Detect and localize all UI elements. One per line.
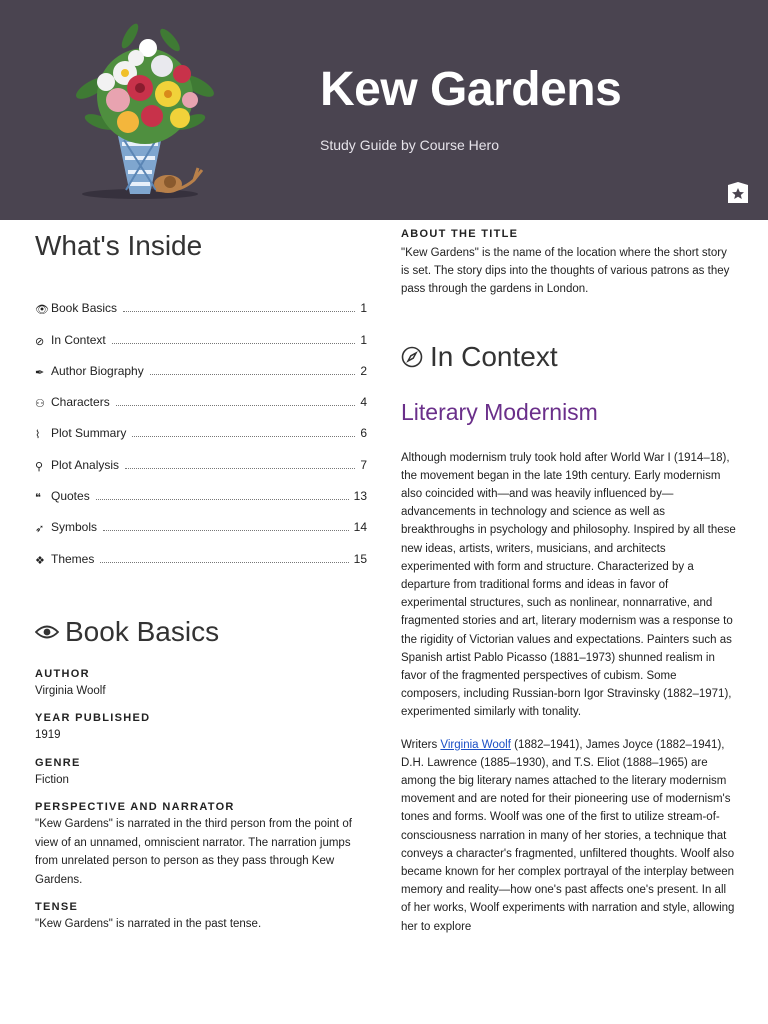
bird-icon: ➶ <box>35 523 45 536</box>
toc-leader-dots <box>103 529 349 531</box>
pen-nib-icon: ✒ <box>35 366 45 379</box>
toc-label: Quotes <box>51 489 90 504</box>
in-context-heading <box>401 337 736 377</box>
toc-label: Plot Analysis <box>51 457 120 472</box>
about-title-text: "Kew Gardens" is the name of the location where the short story is set. The story dips into the thoughts of various patrons as they pass through the gardens in London. <box>401 247 730 296</box>
toc-label: Plot Summary <box>51 426 127 441</box>
compass-icon: ⊘ <box>35 335 45 348</box>
eye-icon: 👁 <box>35 304 49 317</box>
chart-icon: ⌇ <box>35 429 41 442</box>
toc-page-number: 2 <box>360 363 367 378</box>
header-banner <box>0 0 768 220</box>
in-context-title: In Context <box>430 340 558 372</box>
context-paragraph <box>401 736 736 936</box>
toc-item-book-basics[interactable] <box>35 286 367 317</box>
toc-leader-dots <box>125 467 355 469</box>
field-label: GENRE <box>35 756 81 769</box>
field-label: TENSE <box>35 901 79 914</box>
field-value: 1919 <box>35 729 61 742</box>
course-hero-logo-icon <box>727 182 749 204</box>
eye-icon <box>35 625 59 639</box>
toc-item-in-context[interactable] <box>35 317 367 348</box>
toc-leader-dots <box>116 404 356 406</box>
paragraph-text: (1882–1941), James Joyce (1882–1941), D.H. Lawrence (1885–1930), and T.S. Eliot (1888–1965) are among the big literary names attached to the literary modernism movement and are noted for their pioneering use of modernism's tones and forms. Woolf was one of the first to utilize stream-of-consciousness narration in many of her stories, a technique that conveys a character's fragmented, unfiltered thoughts. Woolf also became known for her complex portrayal of the interplay between memory and reality—how one's past affects one's present. In all of her works, Woolf experiments with narration and style, allowing her to explore <box>401 738 735 933</box>
perspective-narrator-field <box>35 801 367 889</box>
flower-bouquet-illustration <box>70 18 220 203</box>
magnifier-icon: ⚲ <box>35 460 44 473</box>
toc-label: Author Biography <box>51 363 144 378</box>
toc-item-plot-analysis[interactable] <box>35 442 367 473</box>
toc-item-author-biography[interactable] <box>35 349 367 380</box>
toc-leader-dots <box>150 373 356 375</box>
author-field <box>35 668 367 701</box>
toc-page-number: 15 <box>353 551 367 566</box>
toc-item-symbols[interactable] <box>35 505 367 536</box>
page-title: Kew Gardens <box>320 63 622 116</box>
toc-leader-dots <box>100 561 348 563</box>
toc-label: In Context <box>51 332 106 347</box>
table-of-contents <box>35 286 367 568</box>
toc-label: Symbols <box>51 520 98 535</box>
compass-icon <box>401 346 423 368</box>
field-label: AUTHOR <box>35 667 90 680</box>
quote-icon: ❝ <box>35 492 41 505</box>
puzzle-icon: ❖ <box>35 554 45 567</box>
year-published-field <box>35 712 367 745</box>
toc-leader-dots <box>96 498 349 500</box>
field-value: Fiction <box>35 773 69 786</box>
toc-item-themes[interactable] <box>35 536 367 567</box>
whats-inside-heading: What's Inside <box>35 230 203 261</box>
toc-page-number: 13 <box>353 489 367 504</box>
context-paragraph: Although modernism truly took hold after World War I (1914–18), the movement began in the late 19th century. Early modernism also coincided with—and was heavily influenced by—advancements in technology and science as well as breakthroughs in psychology and philosophy. Inspired by all these new ideas, artists, writers, musicians, and architects experimented with form and structure. Characterized by a departure from traditional forms and ideas in favor of experimental structures, such as nonlinear, nonnarrative, and fragmented stories and art, literary modernism was a response to the rigidity of Victorian values and expectations. Painters such as Spanish artist Pablo Picasso (1881–1973) shunned realism in favor of the fragmented perspectives of cubism. Some composers, including Russian-born Igor Stravinsky (1882–1971), experimented similarly with tonality. <box>401 451 736 719</box>
toc-page-number: 7 <box>360 457 367 472</box>
toc-label: Book Basics <box>51 301 118 316</box>
toc-page-number: 14 <box>353 520 367 535</box>
right-column <box>401 228 736 936</box>
toc-label: Themes <box>51 551 95 566</box>
toc-label: Characters <box>51 395 110 410</box>
about-title-label: ABOUT THE TITLE <box>401 228 519 240</box>
characters-icon: ⚇ <box>35 398 45 411</box>
field-value: "Kew Gardens" is narrated in the past tense. <box>35 918 262 931</box>
toc-page-number: 4 <box>360 395 367 410</box>
genre-field <box>35 757 367 790</box>
toc-leader-dots <box>123 310 355 312</box>
field-label: YEAR PUBLISHED <box>35 712 151 725</box>
literary-modernism-heading: Literary Modernism <box>401 398 598 425</box>
paragraph-text: Writers <box>401 738 441 751</box>
virginia-woolf-link[interactable]: Virginia Woolf <box>440 738 511 751</box>
toc-item-characters[interactable] <box>35 380 367 411</box>
toc-leader-dots <box>112 342 356 344</box>
toc-item-quotes[interactable] <box>35 474 367 505</box>
toc-leader-dots <box>132 435 355 437</box>
toc-item-plot-summary[interactable] <box>35 411 367 442</box>
field-value: "Kew Gardens" is narrated in the third person from the point of view of an unnamed, omniscient narrator. The narration jumps from unrelated person to person as they pass through Kew Gardens. <box>35 818 352 886</box>
left-column <box>35 228 367 934</box>
toc-page-number: 1 <box>360 332 367 347</box>
book-basics-title: Book Basics <box>65 615 220 647</box>
toc-page-number: 6 <box>360 426 367 441</box>
tense-field <box>35 901 367 934</box>
page-subtitle: Study Guide by Course Hero <box>320 137 499 153</box>
field-label: PERSPECTIVE AND NARRATOR <box>35 801 235 814</box>
toc-page-number: 1 <box>360 301 367 316</box>
field-value: Virginia Woolf <box>35 684 106 697</box>
book-basics-heading <box>35 612 367 652</box>
